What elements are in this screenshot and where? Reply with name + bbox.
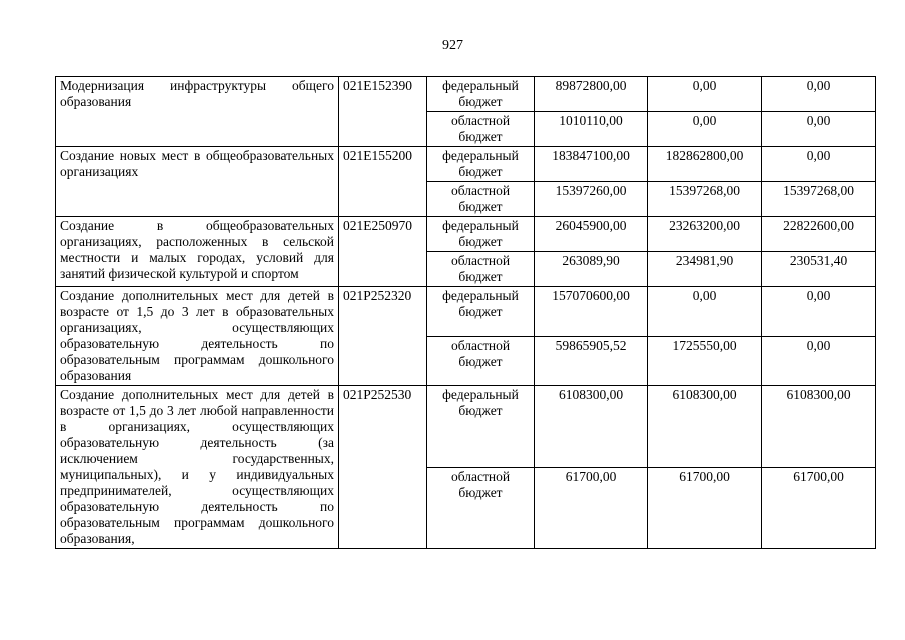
table-row: [56, 147, 876, 182]
amount-year-1: 26045900,00: [535, 217, 648, 252]
amount-year-2: 61700,00: [648, 467, 762, 549]
budget-table-body: [56, 77, 876, 549]
page-number: 927: [442, 38, 463, 53]
funding-source: федеральный бюджет: [427, 147, 535, 182]
amount-year-2: 15397268,00: [648, 182, 762, 217]
row-code: 021P252320: [339, 287, 427, 386]
amount-year-2: 182862800,00: [648, 147, 762, 182]
amount-year-1: 61700,00: [535, 467, 648, 549]
table-row: [56, 287, 876, 337]
amount-year-3: 6108300,00: [762, 386, 876, 468]
funding-source: областной бюджет: [427, 252, 535, 287]
amount-year-2: 234981,90: [648, 252, 762, 287]
row-code: 021P252530: [339, 386, 427, 549]
amount-year-3: 0,00: [762, 112, 876, 147]
amount-year-1: 89872800,00: [535, 77, 648, 112]
amount-year-2: 1725550,00: [648, 336, 762, 386]
amount-year-1: 15397260,00: [535, 182, 648, 217]
amount-year-3: 0,00: [762, 147, 876, 182]
row-description: Создание новых мест в общеобразовательных организациях: [56, 147, 339, 217]
amount-year-2: 6108300,00: [648, 386, 762, 468]
funding-source: областной бюджет: [427, 182, 535, 217]
funding-source: федеральный бюджет: [427, 77, 535, 112]
amount-year-3: 0,00: [762, 77, 876, 112]
funding-source: областной бюджет: [427, 336, 535, 386]
amount-year-3: 15397268,00: [762, 182, 876, 217]
amount-year-3: 0,00: [762, 336, 876, 386]
row-description: Создание дополнительных мест для детей в возрасте от 1,5 до 3 лет в образовательных организациях, осуществляющих образовательную деятельность по образовательным программам дошкольного образования: [56, 287, 339, 386]
row-description: Создание в общеобразовательных организациях, расположенных в сельской местности и малых городах, условий для занятий физической культурой и спортом: [56, 217, 339, 287]
amount-year-2: 0,00: [648, 287, 762, 337]
funding-source: областной бюджет: [427, 112, 535, 147]
funding-source: областной бюджет: [427, 467, 535, 549]
amount-year-1: 183847100,00: [535, 147, 648, 182]
row-code: 021E250970: [339, 217, 427, 287]
funding-source: федеральный бюджет: [427, 217, 535, 252]
amount-year-3: 0,00: [762, 287, 876, 337]
amount-year-2: 0,00: [648, 112, 762, 147]
table-row: [56, 217, 876, 252]
amount-year-3: 22822600,00: [762, 217, 876, 252]
table-row: [56, 77, 876, 112]
amount-year-1: 263089,90: [535, 252, 648, 287]
amount-year-3: 230531,40: [762, 252, 876, 287]
amount-year-2: 0,00: [648, 77, 762, 112]
row-description: Модернизация инфраструктуры общего образования: [56, 77, 339, 147]
budget-table: [55, 76, 876, 549]
funding-source: федеральный бюджет: [427, 287, 535, 337]
amount-year-1: 6108300,00: [535, 386, 648, 468]
amount-year-1: 59865905,52: [535, 336, 648, 386]
row-description: Создание дополнительных мест для детей в возрасте от 1,5 до 3 лет любой направленности в организациях, осуществляющих образовательную деятельность (за исключением государственных, муниципальных), и у индивидуальных предпринимателей, осуществляющих образовательную деятельность по образовательным программам дошкольного образования,: [56, 386, 339, 549]
amount-year-2: 23263200,00: [648, 217, 762, 252]
amount-year-1: 1010110,00: [535, 112, 648, 147]
table-row: [56, 386, 876, 468]
amount-year-1: 157070600,00: [535, 287, 648, 337]
row-code: 021E152390: [339, 77, 427, 147]
row-code: 021E155200: [339, 147, 427, 217]
amount-year-3: 61700,00: [762, 467, 876, 549]
funding-source: федеральный бюджет: [427, 386, 535, 468]
